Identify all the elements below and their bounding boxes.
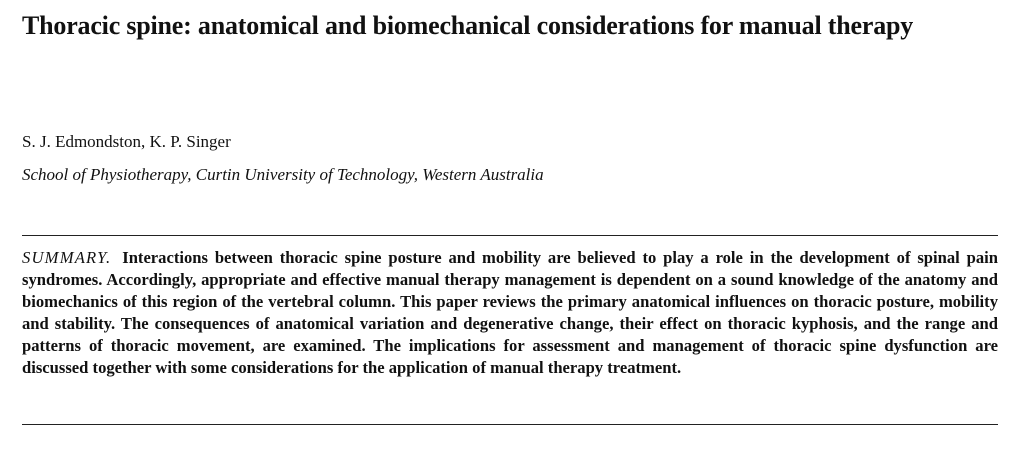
author-affiliation: School of Physiotherapy, Curtin University of Technology, Western Australia: [22, 165, 544, 184]
summary-bottom-rule: [22, 424, 998, 425]
summary-label: SUMMARY.: [22, 248, 112, 267]
author-list: S. J. Edmondston, K. P. Singer: [22, 132, 231, 151]
article-title: Thoracic spine: anatomical and biomechanical considerations for manual therapy: [22, 11, 914, 40]
summary-top-rule: [22, 235, 998, 236]
summary-abstract: [22, 247, 998, 379]
summary-text: Interactions between thoracic spine posture and mobility are believed to play a role in the development of spinal pain syndromes. Accordingly, appropriate and effective manual therapy management is dependent on a sound knowledge of the anatomy and biomechanics of this region of the vertebral column. This paper reviews the primary anatomical influences on thoracic posture, mobility and stability. The consequences of anatomical variation and degenerative change, their effect on thoracic kyphosis, and the range and patterns of thoracic movement, are examined. The implications for assessment and management of thoracic spine dysfunction are discussed together with some considerations for the application of manual therapy treatment.: [22, 248, 998, 377]
